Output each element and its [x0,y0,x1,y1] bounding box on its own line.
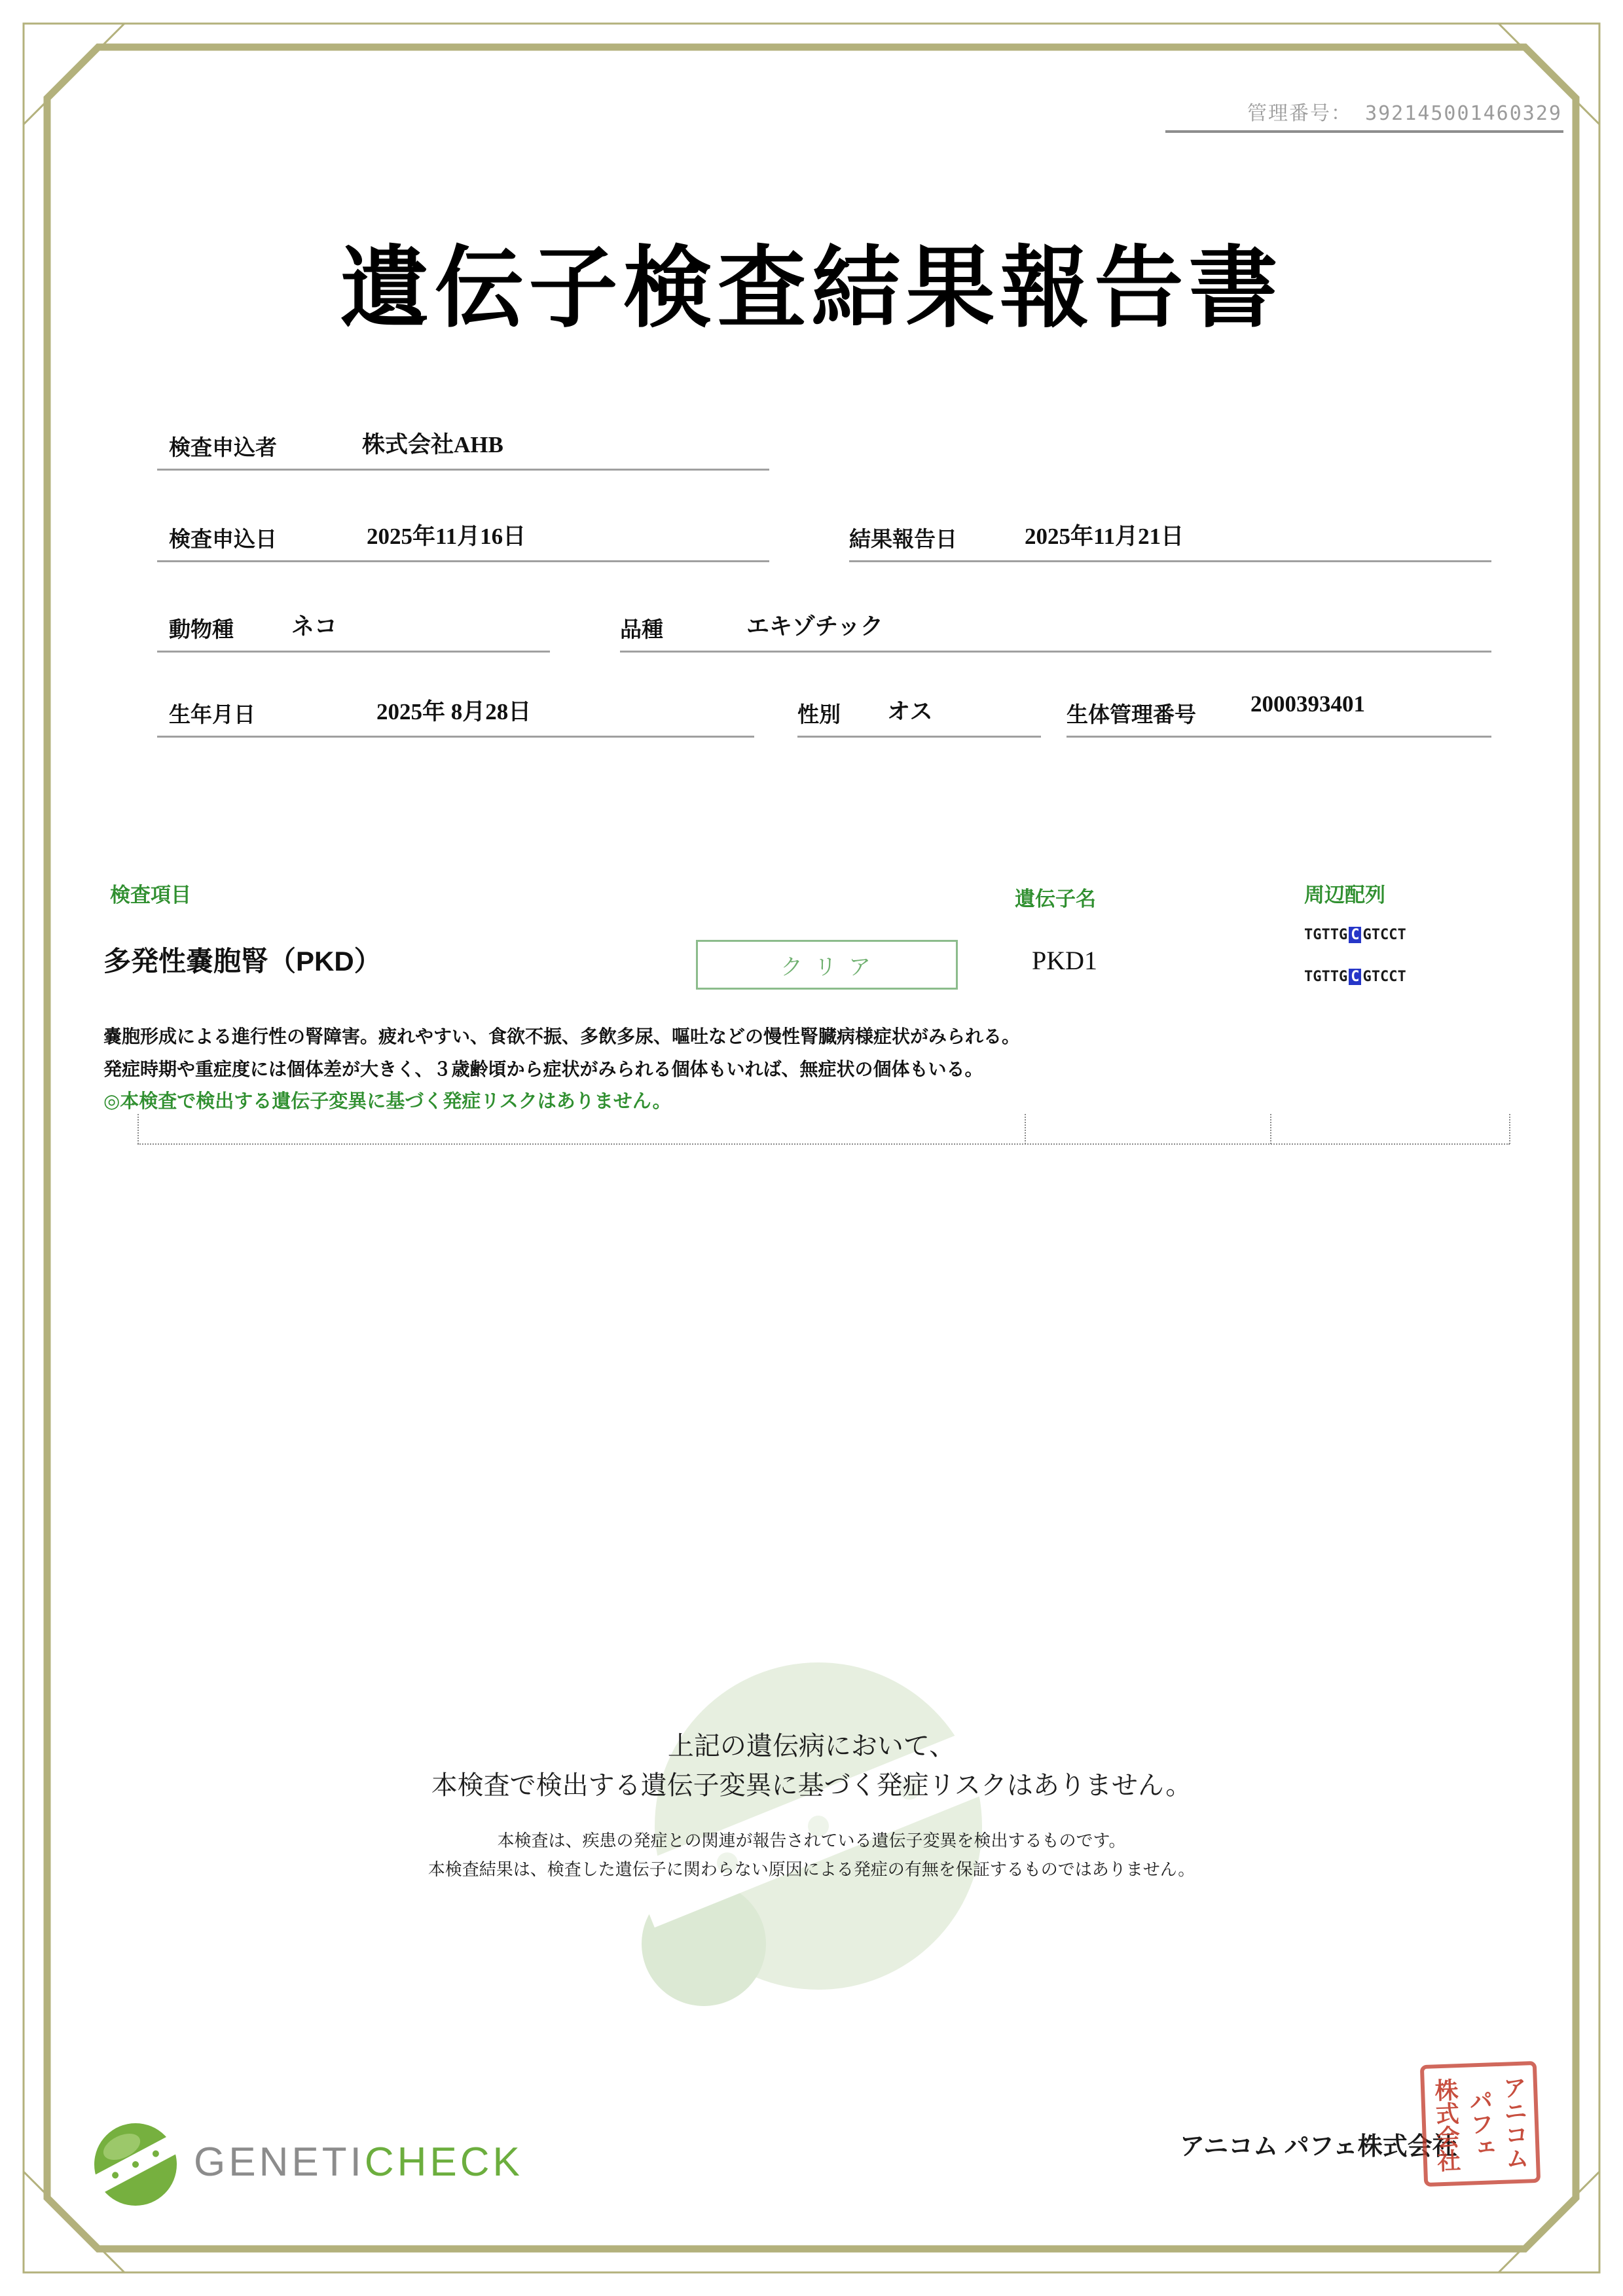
management-number-underline [1165,130,1563,133]
species-label: 動物種 [169,619,234,642]
brand-wordmark-green: CHECK [364,2140,523,2185]
birth-date-value: 2025年 8月28日 [376,699,532,725]
seal-column-2: パフェ [1466,2088,1495,2160]
animal-id-label: 生体管理番号 [1067,704,1196,727]
seal-column-1: アニコム [1499,2075,1529,2170]
disease-name: 多発性嚢胞腎（PKD） [103,946,382,977]
management-number-label: 管理番号： [1247,102,1352,125]
sequence-line-2 [1304,969,1406,985]
geneticheck-logo-icon [92,2121,179,2208]
table-divider-mid2 [1270,1114,1271,1144]
table-divider-mid1 [1025,1114,1026,1144]
company-seal-text [1427,2070,1533,2178]
no-risk-note: ◎本検査で検出する遺伝子変異に基づく発症リスクはありません。 [103,1091,672,1112]
brand-wordmark [194,2139,523,2185]
management-number-value: 392145001460329 [1365,102,1562,125]
disease-description-line1: 嚢胞形成による進行性の腎障害。疲れやすい、食欲不振、多飲多尿、嘔吐などの慢性腎臓病様症状がみられる。 [103,1026,1021,1047]
breed-value: エキゾチック [746,614,883,639]
company-name: アニコム パフェ株式会社 [1180,2133,1457,2161]
animal-id-value: 2000393401 [1250,691,1365,717]
page-title: 遺伝子検査結果報告書 [340,240,1283,338]
sex-value: オス [887,699,933,725]
applicant-value: 株式会社AHB [362,432,503,457]
breed-underline [620,651,1491,653]
applicant-underline [157,469,769,471]
summary-line1: 上記の遺伝病において、 [667,1732,956,1761]
results-header-item: 検査項目 [110,884,191,906]
disease-description-line2: 発症時期や重症度には個体差が大きく、３歳齢頃から症状がみられる個体もいれば、無症状の個体もいる。 [103,1059,983,1079]
sequence-2-prefix: TGTTG [1304,969,1348,985]
sequence-1-variant: C [1349,927,1361,943]
seal-column-3: 株式会社 [1431,2077,1461,2173]
result-status-badge: クリア [696,940,958,990]
summary-line2: 本検査で検出する遺伝子変異に基づく発症リスクはありません。 [431,1771,1192,1800]
gene-name: PKD1 [1032,946,1098,975]
report-date-underline [849,560,1491,562]
birth-date-underline [157,736,754,738]
sequence-line-1 [1304,927,1406,943]
sequence-1-suffix: GTCCT [1362,927,1406,943]
sequence-2-variant: C [1349,969,1361,985]
management-number [1247,97,1562,126]
report-date-label: 結果報告日 [849,528,957,552]
applicant-label: 検査申込者 [169,437,277,460]
summary-disclaimer2: 本検査結果は、検査した遺伝子に関わらない原因による発症の有無を保証するものではありません。 [428,1859,1195,1879]
sex-underline [797,736,1041,738]
report-date-value: 2025年11月21日 [1025,524,1184,549]
sequence-1-prefix: TGTTG [1304,927,1348,943]
results-header-sequence: 周辺配列 [1304,884,1385,906]
species-value: ネコ [291,614,338,639]
summary-disclaimer1: 本検査は、疾患の発症との関連が報告されている遺伝子変異を検出するものです。 [497,1831,1126,1850]
sex-label: 性別 [797,704,841,727]
application-date-value: 2025年11月16日 [367,524,526,549]
application-date-underline [157,560,769,562]
application-date-label: 検査申込日 [169,528,277,552]
company-seal-stamp [1420,2061,1541,2187]
brand-wordmark-gray: GENETI [194,2140,365,2185]
animal-id-underline [1067,736,1491,738]
sequence-2-suffix: GTCCT [1362,969,1406,985]
table-bottom-border [137,1143,1510,1145]
table-divider-left [137,1114,139,1144]
breed-label: 品種 [620,619,663,642]
species-underline [157,651,550,653]
table-divider-right [1509,1114,1510,1144]
birth-date-label: 生年月日 [169,704,255,727]
results-header-gene: 遺伝子名 [1015,888,1096,910]
geneticheck-watermark-icon [589,1597,1048,2055]
